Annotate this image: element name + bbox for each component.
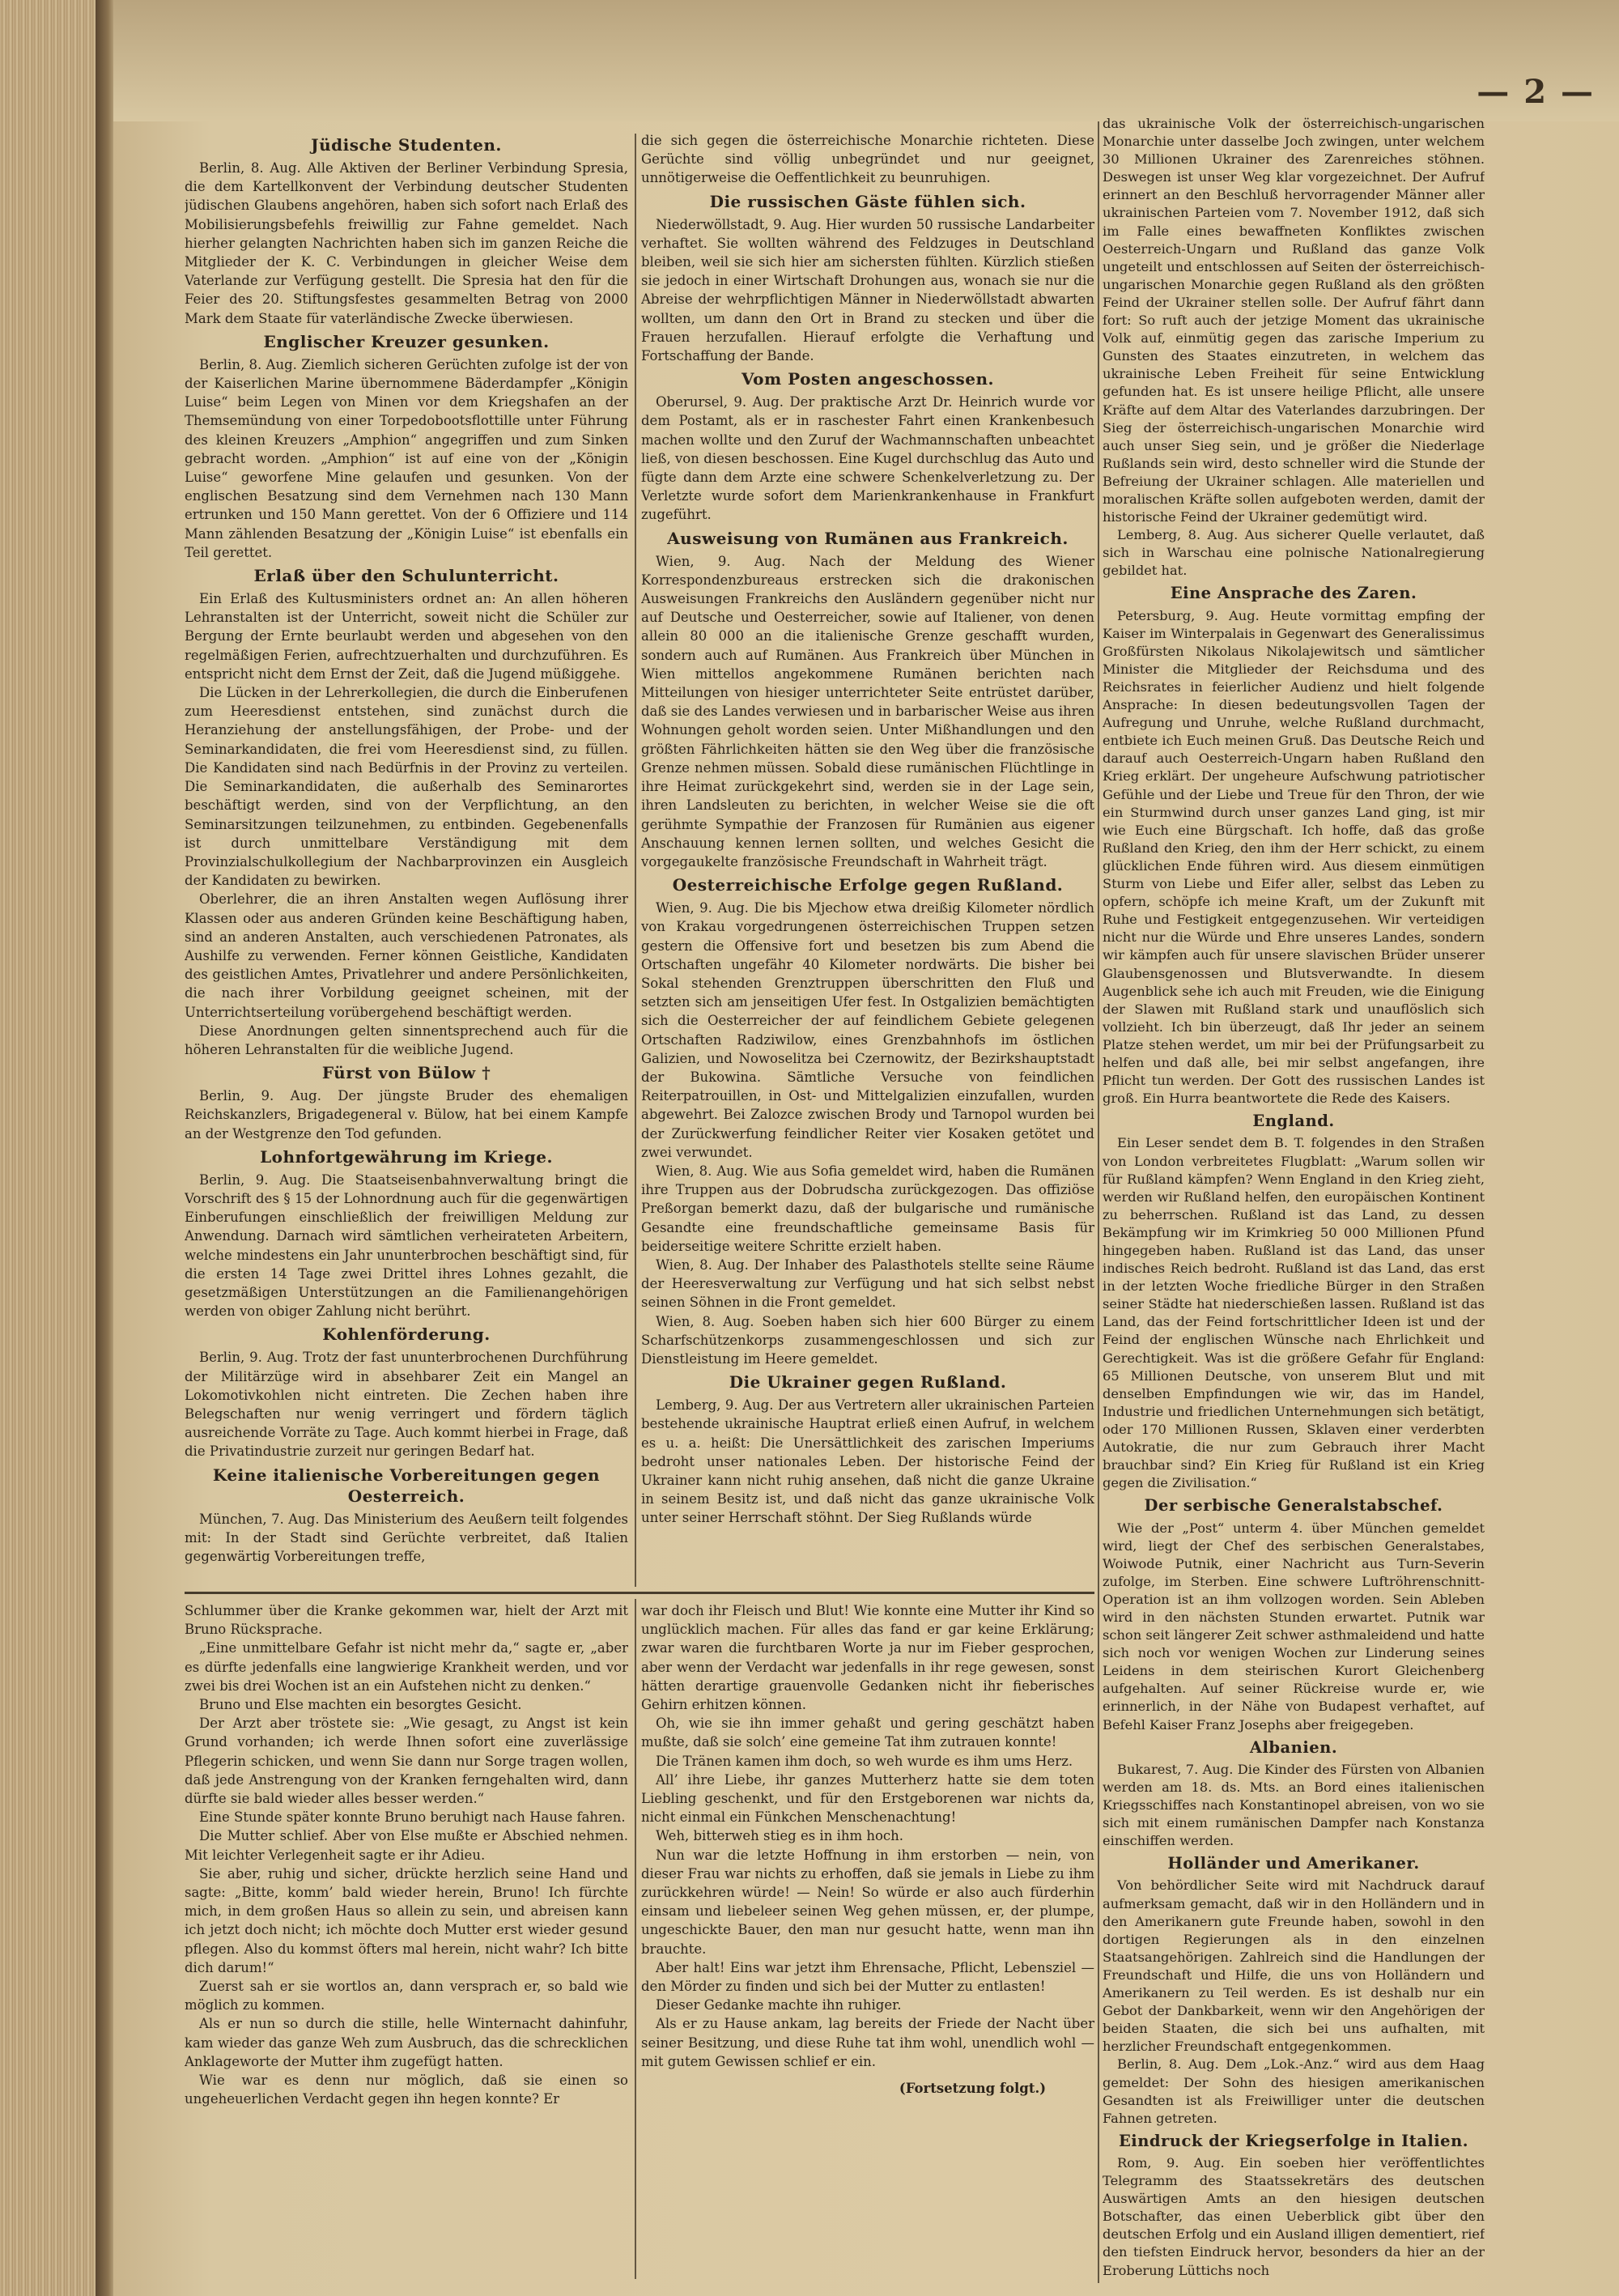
article-headline: Erlaß über den Schulunterricht. [253,566,559,586]
article-paragraph: Ein Erlaß des Kultusministers ordnet an: An allen höheren Lehranstalten ist der Unterricht, soweit nicht die Schüler zur Bergung der Ernte beurlaubt werden und abgesehen von den regelmäßigen Ferien, aufrechtzuerhalten und durchzuführen. Es entspricht nicht dem Ernst der Zeit, daß die Jugend müßiggehe. [185,591,628,682]
article-headline: Eindruck der Kriegserfolge in Italien. [1118,2131,1469,2150]
article-paragraph: Oberlehrer, die an ihren Anstalten wegen Auflösung ihrer Klassen oder aus anderen Gründen keine Beschäftigung haben, sind an anderen Anstalten, auch verschiedenen Patronates, als Aushilfe zu verwenden. Ferner können Geistliche, Kandidaten des geistlichen Amtes, Privatlehrer und andere Persönlichkeiten, die nach ihrer Vorbildung geeignet scheinen, mit der Unterrichtserteilung vorübergehend beschäftigt werden. [185,891,628,1020]
article [1103,1737,1485,1851]
column-rule-2 [1098,121,1099,2283]
article-headline: Eine Ansprache des Zaren. [1170,584,1417,603]
serial-paragraph: „Eine unmittelbare Gefahr ist nicht mehr da,“ sagte er, „aber es dürfte jedenfalls eine langwierige Krankheit werden, und vor zwei bis drei Wochen ist an ein Aufstehen nicht zu denken.“ [185,1640,628,1694]
article-paragraph: Niederwöllstadt, 9. Aug. Hier wurden 50 russische Landarbeiter verhaftet. Sie wollten während des Feldzuges in Deutschland bleiben, weil sie sich hier am sichersten fühlten. Kürzlich stießen sie jedoch in einer Wirtschaft Drohungen aus, wonach sie nur die Abreise der wehrpflichtigen Männer in Niederwöllstadt abwarten wollten, um dann den Ort in Brand zu stecken und über die Frauen herzufallen. Hierauf erfolgte die Verhaftung und Fortschaffung der Bande. [641,216,1094,364]
news-column-1 [185,131,628,1588]
article-paragraph: Wien, 8. Aug. Wie aus Sofia gemeldet wird, haben die Rumänen ihre Truppen aus der Dobrudscha zurückgezogen. Das offiziöse Preßorgan bemerkt dazu, daß der bulgarische und rumänische Gesandte eine freundschaftliche gemeinsame Basis für beiderseitige weitere Schritte erzielt haben. [641,1163,1094,1254]
article [1103,115,1485,580]
article-paragraph: Wien, 9. Aug. Nach der Meldung des Wiener Korrespondenzbureaus erstrecken sich die drakonischen Ausweisungen Frankreichs den Ausländern gegenüber nicht nur auf Deutsche und Oesterreicher, sowie auf Italiener, von denen allein 80 000 an die italienische Grenze geschafft wurden, sondern auch auf Rumänen. Aus Frankreich über München in Wien mittellos angekommene Rumänen berichten nach Mitteilungen von hiesiger unterrichteter Seite entrüstet darüber, daß sie des Landes verwiesen und in barbarischer Weise aus ihren Wohnungen geholt worden seien. Unter Mißhandlungen und den größten Fährlichkeiten hätten sie den Weg über die französische Grenze nehmen müssen. Sobald diese rumänischen Flüchtlinge in ihre Heimat zurückgekehrt sind, werden sie in der Lage sein, ihren Landsleuten zu berichten, in welcher Weise sie die oft gerühmte Sympathie der Franzosen für Rumänien aus eigener Anschauung kennen lernen sollten, und welches Gesicht die vorgegaukelte französische Freundschaft in Wahrheit trägt. [641,553,1094,870]
article [185,331,628,562]
serial-paragraph: All’ ihre Liebe, ihr ganzes Mutterherz hatte sie dem toten Liebling geschenkt, und für den Erstgeborenen war nichts da, nicht einmal ein Fünkchen Menschenachtung! [641,1771,1094,1826]
article-paragraph: Von behördlicher Seite wird mit Nachdruck darauf aufmerksam gemacht, daß wir in den Holländern und in den Amerikanern gute Freunde haben, sowohl in den dortigen Regierungen als in den einzelnen Staatsangehörigen. Zahlreich sind die Handlungen der Freundschaft und Hilfe, die uns von Holländern und Amerikanern zu Teil werden. Es ist deshalb nur ein Gebot der Dankbarkeit, wenn wir den Angehörigen der beiden Staaten, die sich bei uns aufhalten, mit herzlicher Freundschaft entgegenkommen. [1103,1877,1485,2055]
article-paragraph: Berlin, 8. Aug. Alle Aktiven der Berliner Verbindung Spresia, die dem Kartellkonvent der Verbindung deutscher Studenten jüdischen Glaubens angehören, haben sich sofort nach Erlaß des Mobilisierungsbefehls freiwillig zur Fahne gemeldet. Nach hierher gelangten Nachrichten haben sich im ganzen Reiche die Mitglieder der K. C. Verbindungen in gleicher Weise dem Vaterlande zur Verfügung gestellt. Die Spresia hat den für die Feier des 20. Stiftungsfestes gesammelten Betrag von 2000 Mark dem Staate für vaterländische Zwecke überwiesen. [185,160,628,326]
article-headline: Fürst von Bülow † [321,1063,491,1083]
article-headline: Jüdische Studenten. [311,135,502,155]
column-rule-1 [635,134,636,1587]
page-header-area [113,0,1619,121]
serial-paragraph: Dieser Gedanke machte ihn ruhiger. [656,1997,902,2013]
article [1103,2131,1485,2280]
article-paragraph: Wien, 9. Aug. Die bis Mjechow etwa dreißig Kilometer nördlich von Krakau vorgedrungenen österreichischen Truppen setzen gestern die Offensive fort und besetzen bis zum Abend die Ortschaften ungefähr 40 Kilometer nordwärts. Die bisher bei Sokal stehenden Grenztruppen überschritten den Fluß und setzten sich am jenseitigen Ufer fest. In Ostgalizien bemächtigten sich die Oesterreicher der auf feindlichem Gebiete gelegenen Ortschaften Radziwilow, eines Grenzbahnhofs im östlichen Galizien, und Nowoselitza bei Czernowitz, der Bezirkshauptstadt der Bukowina. Sämtliche Versuche von feindlichen Reiterpatrouillen, in Ost- und Mittelgalizien einzufallen, wurden abgewehrt. Bei Zalozce zwischen Brody und Tarnopol wurden bei der Zurückwerfung feindlicher Reiter vier Kosaken getötet und zwei verwundet. [641,900,1094,1160]
article [641,874,1094,1368]
article-paragraph: Oberursel, 9. Aug. Der praktische Arzt Dr. Heinrich wurde vor dem Postamt, als er in raschester Fahrt einen Krankenbesuch machen wollte und den Zuruf der Wachmannschaften unbeachtet ließ, von diesen beschossen. Eine Kugel durchschlug das Auto und fügte dann dem Arzte eine schwere Schenkelverletzung zu. Der Verletzte wurde sofort dem Marienkrankenhause in Frankfurt zugeführt. [641,394,1094,523]
article-paragraph: Wie der „Post“ unterm 4. über München gemeldet wird, liegt der Chef des serbischen Generalstabes, Woiwode Putnik, einer Nachricht aus Turn-Severin zufolge, im Sterben. Eine schwere Luftröhrenschnitt-Operation ist an ihm vollzogen worden. Sein Ableben wird in den nächsten Stunden erwartet. Putnik war schon seit längerer Zeit schwer asthmaleidend und hatte sich noch vor wenigen Wochen zur Linderung seines Leidens in dem steirischen Kurort Gleichenberg aufgehalten. Auf seiner Rückreise wurde er, wie erinnerlich, in der Nähe von Budapest verhaftet, auf Befehl Kaiser Franz Josephs aber freigegeben. [1103,1520,1485,1733]
serial-paragraph: Weh, bitterweh stieg es in ihm hoch. [656,1828,904,1844]
serial-divider-rule [185,1592,1094,1594]
page-number [1477,73,1595,111]
article-paragraph: Rom, 9. Aug. Ein soeben hier veröffentlichtes Telegramm des Staatssekretärs des deutschen Auswärtigen Amts an den hiesigen deutschen Botschafter, das einen Ueberblick gibt über den deutschen Erfolg und ein Ausland illigen dementiert, rief den tiefsten Eindruck hervor, besonders da hier an der Eroberung Lüttichs noch [1103,2154,1485,2278]
serial-paragraph: Oh, wie sie ihn immer gehaßt und gering geschätzt haben mußte, daß sie solch’ eine gemeine Tat ihm zutrauen konnte! [641,1716,1094,1750]
article-paragraph: Diese Anordnungen gelten sinnentsprechend auch für die höheren Lehranstalten für die weibliche Jugend. [185,1023,628,1057]
serial-paragraph: Als er nun so durch die stille, helle Winternacht dahinfuhr, kam wieder das ganze Weh zum Ausbruch, das die schrecklichen Anklageworte der Mutter ihm zugefügt hatten. [185,2016,628,2069]
article-headline: Kohlenförderung. [322,1324,491,1345]
article-headline: Keine italienische Vorbereitungen gegen Oesterreich. [212,1465,601,1506]
article [185,134,628,328]
serial-paragraph: Die Mutter schlief. Aber von Else mußte er Abschied nehmen. Mit leichter Verlegenheit sagte er ihr Adieu. [185,1828,628,1863]
article [641,131,1094,188]
article-paragraph: Die Lücken in der Lehrerkollegien, die durch die Einberufenen zum Heeresdienst entstehen, sind zunächst durch die Heranziehung der anstellungsfähigen, der Probe- und der Seminarkandidaten, die frei vom Heeresdienst sind, zu füllen. Die Kandidaten sind nach Bedürfnis in der Provinz zu verteilen. Die Seminarkandidaten, die außerhalb des Seminarortes beschäftigt werden, sind von der Verpflichtung, an den Seminarsitzungen teilzunehmen, zu entbinden. Gegebenenfalls ist durch unmittelbare Verständigung mit dem Provinzialschulkollegium der Nachbarprovinzen ein Ausgleich der Kandidaten zu bewirken. [185,685,628,889]
article [641,1371,1094,1527]
article-headline: Albanien. [1249,1737,1338,1757]
serial-paragraph: Zuerst sah er sie wortlos an, dann versprach er, so bald wie möglich zu kommen. [185,1979,628,2013]
article [1103,583,1485,1108]
article-paragraph: Berlin, 9. Aug. Der jüngste Bruder des ehemaligen Reichskanzlers, Brigadegeneral v. Bülow, hat bei einem Kampfe an der Westgrenze den Tod gefunden. [185,1088,628,1142]
article [185,1324,628,1461]
article [1103,1853,1485,2128]
news-column-2 [641,131,1094,1588]
article-paragraph: Berlin, 8. Aug. Dem „Lok.-Anz.“ wird aus dem Haag gemeldet: Der Sohn des hiesigen amerikanischen Gesandten ist als Freiwilliger unter die deutschen Fahnen getreten. [1103,2056,1485,2126]
article-paragraph: Berlin, 9. Aug. Die Staatseisenbahnverwaltung bringt die Vorschrift des § 15 der Lohnordnung auch für die gegenwärtigen Einberufungen einschließlich der freiwilligen Meldung zur Anwendung. Darnach wird sämtlichen verheirateten Arbeitern, welche mindestens ein Jahr ununterbrochen beschäftigt sind, für die ersten 14 Tage zwei Drittel ihres Lohnes gezahlt, die gesetzmäßigen Unterstützungen an die Familienangehörigen werden von obiger Zahlung nicht berührt. [185,1171,628,1320]
serial-paragraph: Schlummer über die Kranke gekommen war, hielt der Arzt mit Bruno Rücksprache. [185,1603,628,1638]
article-headline: Die russischen Gäste fühlen sich. [709,191,1026,211]
article [185,1062,628,1143]
article-paragraph: Wien, 8. Aug. Soeben haben sich hier 600 Bürger zu einem Scharfschützenkorps zusammengeschlossen und sich zur Dienstleistung im Heere gemeldet. [641,1313,1094,1367]
article-headline: Der serbische Generalstabschef. [1144,1496,1443,1516]
serial-paragraph: Nun war die letzte Hoffnung in ihm erstorben — nein, von dieser Frau war nichts zu erhoffen, daß sie jemals in Liebe zu ihm zurückkehren würde! — Nein! So würde er also auch fürderhin einsam und liebeleer seinen Weg gehen müssen, er, der plumpe, ungeschickte Bauer, den man nur gesucht hatte, wenn man ihn brauchte. [641,1847,1094,1957]
article-headline: England. [1252,1112,1335,1131]
serial-paragraph: Bruno und Else machten ein besorgtes Gesicht. [199,1697,522,1713]
article-paragraph: Lemberg, 9. Aug. Der aus Vertretern aller ukrainischen Parteien bestehende ukrainische Hauptrat erließ einen Aufruf, in welchem es u. a. heißt: Die Unersättlichkeit des zarischen Imperiums bedroht unser nationales Leben. Der historische Feind der Ukrainer kann nicht ruhig ansehen, daß nicht die ganze Ukraine in seinem Besitz ist, und daß nicht das ganze ukrainische Volk unter seiner Herrschaft stöhnt. Der Sieg Rußlands würde [641,1397,1094,1526]
article-paragraph: Bukarest, 7. Aug. Die Kinder des Fürsten von Albanien werden am 18. ds. Mts. an Bord eines italienischen Kriegsschiffes nach Konstantinopel abreisen, von wo sie sich mit einem rumänischen Dampfer nach Konstanza einschiffen werden. [1103,1761,1485,1849]
article-headline: Lohnfortgewährung im Kriege. [260,1146,553,1167]
serial-paragraph: Wie war es denn nur möglich, daß sie einen so ungeheuerlichen Verdacht gegen ihn hegen konnte? Er [185,2073,628,2107]
page-number-separator-right: — [1561,73,1595,111]
article [185,565,628,1059]
article-paragraph: das ukrainische Volk der österreichisch-ungarischen Monarchie unter dasselbe Joch zwingen, unter welchem 30 Millionen Ukrainer des Zarenreiches stöhnen. Deswegen ist unser Weg klar vorgezeichnet. Der Aufruf erinnert an den Beschluß hervorragender Männer aller ukrainischen Parteien vom 7. November 1912, daß sich im Falle eines bewaffneten Konfliktes zwischen Oesterreich-Ungarn und Rußland das ganze Volk ungeteilt und entschlossen auf Seiten der österreichisch-ungarischen Monarchie gegen Rußland als den größten Feind der Ukrainer stellen solle. Der Aufruf fährt dann fort: So ruft auch der jetzige Moment das ukrainische Volk auf, einmütig gegen das zarische Imperium zu Gunsten des Staates einzutreten, in welchem das ukrainische Leben Freiheit für seine Entwicklung gefunden hat. Es ist unsere heilige Pflicht, alle unsere Kräfte auf dem Altar des Vaterlandes darzubringen. Der Sieg der österreichisch-ungarischen Monarchie wird auch unser Sieg sein, und je größer die Niederlage Rußlands sein wird, desto schneller wird die Stunde der Befreiung der Ukrainer schlagen. Alle materiellen und moralischen Kräfte sollen aufgeboten werden, damit der historische Feind der Ukrainer gedemütigt wird. [1103,116,1485,525]
article-headline: Ausweisung von Rumänen aus Frankreich. [667,528,1069,548]
serial-paragraph: war doch ihr Fleisch und Blut! Wie konnte eine Mutter ihr Kind so unglücklich machen. Für alles das fand er gar keine Erklärung; zwar waren die furchtbaren Worte ja nur im Fieber gesprochen, aber wenn der Verdacht war jedenfalls in ihr rege gewesen, sonst hätten derartige grauenvolle Gedanken nicht ihr fieberisches Gehirn erhitzen können. [641,1603,1094,1713]
serial-novel-text-2 [641,1601,1094,2071]
article [185,1465,628,1567]
article-paragraph: Petersburg, 9. Aug. Heute vormittag empfing der Kaiser im Winterpalais in Gegenwart des Generalissimus Großfürsten Nikolaus Nikolajewitsch und sämtlicher Minister die Mitglieder der Reichsduma und des Reichsrates in feierlicher Audienz und hielt folgende Ansprache: In diesen bedeutungsvollen Tagen der Aufregung und Unruhe, welche Rußland durchmacht, entbiete ich Euch meinen Gruß. Das Deutsche Reich und darauf auch Oesterreich-Ungarn haben Rußland den Krieg erklärt. Der ungeheure Aufschwung patriotischer Gefühle und der Liebe und Treue für den Thron, der wie ein Sturmwind durch unser ganzes Land ging, ist mir wie Euch eine Bürgschaft. Ich hoffe, daß das große Rußland den Krieg, den ihm der Herr schickt, zu einem glücklichen Ende führen wird. Aus diesem einmütigen Sturm von Liebe und Eifer aller, selbst das Leben zu opfern, schöpfe ich meine Kraft, um der Zukunft mit Ruhe und Festigkeit entgegenzusehen. Wir verteidigen nicht nur die Würde und Ehre unseres Landes, sondern wir kämpfen auch für unsere slavischen Brüder unserer Glaubensgenossen und Blutsverwandte. In diesem Augenblick sehe ich auch mit Freuden, wie die Einigung der Slawen mit Rußland stark und unauflöslich sich vollzieht. Ich bin überzeugt, daß Ihr jeder an seinem Platze stehen werdet, um mir bei der Prüfungsarbeit zu helfen und daß alle, bei mir selbst angefangen, ihre Pflicht tun werden. Der Gott des russischen Landes ist groß. Ein Hurra beantwortete die Rede des Kaisers. [1103,607,1485,1107]
article [185,1146,628,1321]
serial-paragraph: Der Arzt aber tröstete sie: „Wie gesagt, zu Angst ist kein Grund vorhanden; ich werde Ihnen sofort eine zuverlässige Pflegerin schicken, und wenn Sie dann nur Sorge tragen wollen, daß jede Anstrengung von der Kranken ferngehalten wird, dann dürfte sie bald wieder alles besser werden.“ [185,1716,628,1807]
news-column-3 [1103,115,1485,2293]
article-headline: Die Ukrainer gegen Rußland. [729,1372,1007,1392]
serial-column-rule [635,1599,636,2279]
serial-paragraph: Die Tränen kamen ihm doch, so weh wurde es ihm ums Herz. [656,1753,1073,1769]
article [641,191,1094,366]
article-paragraph: Berlin, 9. Aug. Trotz der fast ununterbrochenen Durchführung der Militärzüge wird in absehbarer Zeit ein Mangel an Lokomotivkohlen nicht eintreten. Die Zechen haben ihre Belegschaften nur wenig verringert und fördern täglich ausreichende Vorräte zu Tage. Auch kommt hierbei in Frage, daß die Privatindustrie zurzeit nur geringen Bedarf hat. [185,1350,628,1460]
serial-novel-column-1 [185,1601,628,2281]
page-number-value: 2 [1523,73,1549,111]
article-paragraph: München, 7. Aug. Das Ministerium des Aeußern teilt folgendes mit: In der Stadt sind Gerüchte verbreitet, daß Italien gegenwärtig Vorbereitungen treffe, [185,1511,628,1564]
continued-note: (Fortsetzung folgt.) [899,2081,1046,2097]
article [1103,1495,1485,1733]
article [641,368,1094,524]
article [1103,1111,1485,1492]
serial-novel-column-2 [641,1601,1094,2281]
article-paragraph: Wien, 8. Aug. Der Inhaber des Palasthotels stellte seine Räume der Heeresverwaltung zur Verfügung und hat sich selbst nebst seinen Söhnen in die Front gemeldet. [641,1256,1094,1311]
article-paragraph: Ein Leser sendet dem B. T. folgendes in den Straßen von London verbreitetes Flugblatt: „Warum sollen wir für Rußland kämpfen? Wenn England in den Krieg zieht, werden wir Rußland helfen, den europäischen Kontinent zu beherrschen. Rußland ist das Land, zu dessen Bekämpfung wir im Krimkrieg 50 000 Millionen Pfund hingegeben haben. Rußland ist das Land, das unser indisches Reich bedroht. Rußland ist das Land, das erst in der letzten Woche friedliche Bürger in den Straßen seiner Städte hat niederschießen lassen. Rußland ist das Land, das der Feind fortschrittlicher Ideen ist und der Feind der englischen Wünsche nach Ehrlichkeit und Gerechtigkeit. Was ist die größere Gefahr für England: 65 Millionen Deutsche, von unserem Blut und mit denselben Empfindungen wie wir, das im Handel, Industrie und friedlichen Unternehmungen sich betätigt, oder 170 Millionen Russen, Sklaven einer verderbten Autokratie, die nur zum Gebrauch ihrer Macht brauchbar sind? Ein Krieg für Rußland ist ein Krieg gegen die Zivilisation.“ [1103,1135,1485,1491]
article-headline: Englischer Kreuzer gesunken. [263,331,550,351]
article-headline: Oesterreichische Erfolge gegen Rußland. [672,875,1064,895]
serial-paragraph: Eine Stunde später konnte Bruno beruhigt nach Hause fahren. [199,1809,626,1826]
article-headline: Holländer und Amerikaner. [1167,1854,1420,1873]
serial-paragraph: Aber halt! Eins war jetzt ihm Ehrensache, Pflicht, Lebensziel — den Mörder zu finden und sich bei der Mutter zu entlasten! [641,1959,1094,1995]
article-paragraph: Berlin, 8. Aug. Ziemlich sicheren Gerüchten zufolge ist der von der Kaiserlichen Marine übernommene Bäderdampfer „Königin Luise“ beim Legen von Minen vor dem Kriegshafen an der Themsemündung von einer Torpedobootsflottille unter Führung des kleinen Kreuzers „Amphion“ angegriffen und zum Sinken gebracht worden. „Amphion“ ist auf eine von der „Königin Luise“ geworfene Mine gelaufen und gesunken. Von der englischen Besatzung sind dem Vernehmen nach 130 Mann ertrunken und 150 Mann gerettet. Von der 6 Offiziere und 114 Mann zählenden Besatzung der „Königin Luise“ ist ebenfalls ein Teil gerettet. [185,356,628,560]
book-spine-page-edges [0,0,96,2296]
article-paragraph: Lemberg, 8. Aug. Aus sicherer Quelle verlautet, daß sich in Warschau eine polnische Nationalregierung gebildet hat. [1103,527,1485,579]
page-number-separator-left: — [1477,73,1511,111]
article-headline: Vom Posten angeschossen. [742,369,994,389]
article [641,528,1094,871]
article-paragraph: die sich gegen die österreichische Monarchie richteten. Diese Gerüchte sind völlig unbegründet und nur geeignet, unnötigerweise die Oeffentlichkeit zu beunruhigen. [641,133,1094,186]
serial-paragraph: Als er zu Hause ankam, lag bereits der Friede der Nacht über seiner Besitzung, und diese Ruhe tat ihm wohl, unendlich wohl — mit gutem Gewissen schlief er ein. [641,2016,1094,2069]
serial-paragraph: Sie aber, ruhig und sicher, drückte herzlich seine Hand und sagte: „Bitte, komm’ bald wieder herein, Bruno! Ich fürchte mich, in dem großen Haus so allein zu sein, und abreisen kann ich jetzt doch nicht; ich möchte doch Mutter erst wieder gesund pflegen. Also du kommst öfters mal herein, nicht wahr? Ich bitte dich darum!“ [185,1865,628,1975]
